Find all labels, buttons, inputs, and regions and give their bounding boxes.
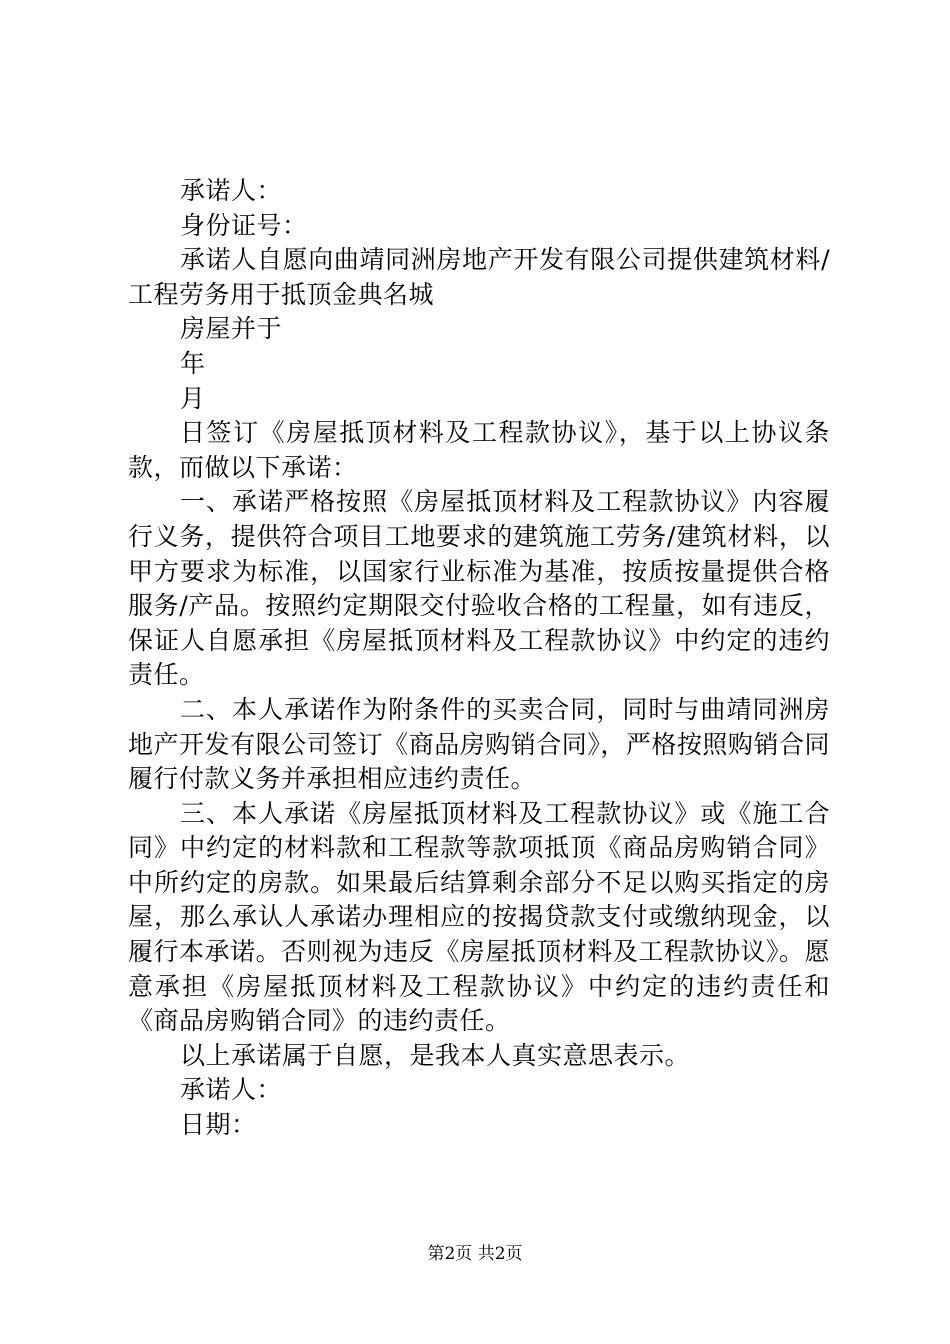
year-label: 年 [180,348,206,378]
intro-paragraph: 承诺人自愿向曲靖同洲房地产开发有限公司提供建筑材料/工程劳务用于抵顶金典名城 [128,245,830,309]
clause-one: 一、承诺严格按照《房屋抵顶材料及工程款协议》内容履行义务，提供符合项目工地要求的建筑施工劳务/建筑材料，以甲方要求为标准，以国家行业标准为基准，按质按量提供合格服务/产品。按照约定期限交付验收合格的工程量，如有违反，保证人自愿承担《房屋抵顶材料及工程款协议》中约定的违约责任。 [128,487,830,690]
document-body [128,174,830,1143]
day-signing-paragraph: 日签订《房屋抵顶材料及工程款协议》，基于以上协议条款，而做以下承诺： [128,418,830,482]
promisor-signature-label: 承诺人： [180,1075,283,1105]
clause-two: 二、本人承诺作为附条件的买卖合同，同时与曲靖同洲房地产开发有限公司签订《商品房购销合同》，严格按照购销合同履行付款义务并承担相应违约责任。 [128,694,830,794]
month-label: 月 [180,383,206,413]
id-number-label: 身份证号： [180,210,308,240]
promisor-label: 承诺人： [180,176,283,205]
page-footer [0,1243,950,1265]
date-label: 日期： [180,1110,257,1140]
page-number: 第2页 共2页 [427,1244,523,1264]
clause-three: 三、本人承诺《房屋抵顶材料及工程款协议》或《施工合同》中约定的材料款和工程款等款项抵顶《商品房购销合同》中所约定的房款。如果最后结算剩余部分不足以购买指定的房屋，那么承认人承诺办理相应的按揭贷款支付或缴纳现金，以履行本承诺。否则视为违反《房屋抵顶材料及工程款协议》。愿意承担《房屋抵顶材料及工程款协议》中约定的违约责任和《商品房购销合同》的违约责任。 [128,798,830,1036]
house-and-label: 房屋并于 [180,314,283,344]
voluntary-statement: 以上承诺属于自愿，是我本人真实意思表示。 [180,1040,691,1070]
